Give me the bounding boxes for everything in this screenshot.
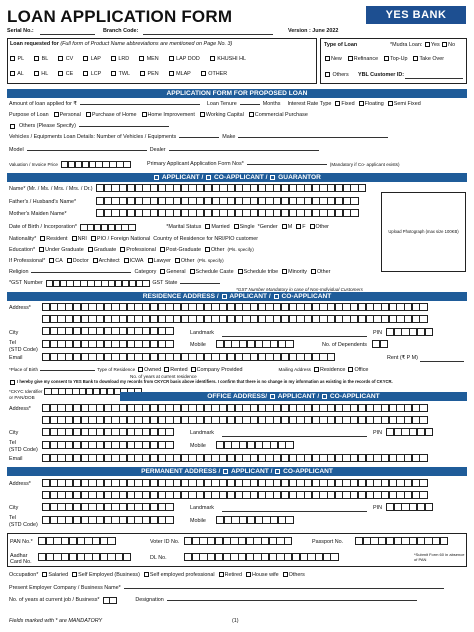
mailing-option[interactable]: Residence (313, 367, 345, 373)
product-option[interactable]: CV (57, 56, 73, 62)
loan-type-label: Type of Loan (324, 42, 358, 48)
residence-type-row: *Place of Birth Type of Residence Owned Rented Company Provided Mailing Address Residence Office (9, 367, 369, 373)
professional-option[interactable]: Architect (92, 258, 120, 264)
employer-row: Present Employer Company / Business Name* (9, 585, 444, 591)
mudra-no[interactable] (442, 42, 447, 47)
res-landmark-label: Landmark (190, 330, 214, 336)
product-option[interactable]: KHUSHI HL (209, 56, 246, 62)
perm-pin-label: PIN (373, 505, 382, 511)
loan-request-label: Loan requested for (Full form of Product Name abbreviations are mentioned on Page No. 3) (10, 41, 233, 47)
products-row-2 (9, 71, 227, 77)
loan-amount-field[interactable] (80, 104, 200, 105)
res-co-applicant-check[interactable] (274, 294, 279, 299)
page-number: (1) (232, 618, 239, 624)
product-option[interactable]: MEN (138, 56, 158, 62)
name-boxes[interactable] (96, 184, 366, 192)
pan-boxes[interactable] (38, 537, 115, 545)
photo-upload-box[interactable] (381, 192, 466, 272)
loan-type-options (324, 56, 444, 62)
purpose-option[interactable]: Home Improvement (141, 112, 195, 118)
product-option[interactable]: MLAP (168, 71, 191, 77)
off-co-applicant-check[interactable] (322, 394, 327, 399)
loan-type-option[interactable]: Take Over (412, 56, 444, 62)
form-title: LOAN APPLICATION FORM (7, 7, 233, 26)
logo-text: YES BANK (385, 8, 447, 21)
product-option[interactable]: BL (33, 56, 48, 62)
co-applicant-check[interactable] (206, 175, 211, 180)
education-option[interactable]: Other (204, 247, 224, 253)
off-landmark-label: Landmark (190, 430, 214, 436)
gender-option[interactable]: F (295, 224, 305, 230)
res-landmark-field[interactable] (222, 336, 367, 337)
office-bar: OFFICE ADDRESS/ APPLICANT / CO-APPLICANT (120, 392, 467, 401)
voter-boxes[interactable] (184, 537, 292, 545)
years-job-boxes[interactable] (103, 597, 117, 604)
perm-address-line-2[interactable] (42, 491, 427, 499)
res-tel-boxes[interactable] (42, 340, 173, 348)
res-address-line-2[interactable] (42, 315, 427, 323)
education-option[interactable]: Graduate (87, 247, 116, 253)
professional-option[interactable]: Lawyer (147, 258, 171, 264)
occupation-option[interactable]: Retired (218, 572, 242, 578)
res-email-label: Email (9, 355, 23, 361)
res-email-boxes[interactable] (42, 353, 335, 361)
res-pin-boxes[interactable] (386, 328, 432, 336)
res-pin-label: PIN (373, 330, 382, 336)
vehicles-row: Vehicles / Equipments Loan Details: Number of Vehicles / Equipments Make (9, 134, 388, 140)
gender-option[interactable]: M (281, 224, 293, 230)
aadhar-label: Aadhar Card No. (10, 553, 32, 566)
off-email-boxes[interactable] (42, 454, 427, 462)
valuation-boxes[interactable] (61, 161, 130, 168)
off-city-boxes[interactable] (42, 428, 173, 436)
father-label: Father's / Husband's Name* (9, 199, 77, 205)
aadhar-boxes[interactable] (38, 553, 130, 561)
rate-option[interactable]: Floating (358, 101, 384, 107)
ckyc-consent-row[interactable]: I hereby give my consent to YES Bank to download my records from CKYCR basis above identifiers. I confirm that there is no change in my information as existing in the records of CKYCR. (9, 380, 393, 385)
dl-label: DL No. (150, 555, 167, 561)
res-applicant-check[interactable] (222, 294, 227, 299)
occupation-row: Occupation* Salaried Self Employed (Business) Self employed professional Retired House wife Others (9, 572, 305, 578)
model-row: Model Dealer (9, 147, 319, 153)
dependents-label: No. of Dependents (322, 342, 367, 348)
gender-option[interactable]: Other (309, 224, 329, 230)
professional-option[interactable]: CA (48, 258, 63, 264)
professional-option[interactable]: Doctor (66, 258, 89, 264)
perm-applicant-check[interactable] (223, 469, 228, 474)
category-option[interactable]: General (159, 269, 185, 275)
gst-note: *GST Number Mandatory in case of Non-Individual Customers (236, 287, 363, 292)
loan-type-option[interactable]: Top-Up (383, 56, 407, 62)
perm-tel-label: Tel (9, 515, 16, 521)
res-mobile-label: Mobile (190, 342, 206, 348)
occupation-option[interactable]: Others (282, 572, 305, 578)
product-option[interactable]: CE (57, 71, 73, 77)
res-city-boxes[interactable] (42, 327, 173, 335)
employer-field[interactable] (124, 588, 444, 589)
res-address-label: Address* (9, 305, 31, 311)
rate-option[interactable]: Semi Fixed (387, 101, 421, 107)
res-type-option[interactable]: Rented (163, 367, 187, 373)
marital-option[interactable]: Married (204, 224, 229, 230)
perm-address-line-1[interactable] (42, 479, 427, 487)
birth-place-field[interactable] (40, 370, 95, 371)
category-option[interactable]: Schedule tribe (237, 269, 278, 275)
loan-type-option[interactable]: New (324, 56, 342, 62)
name-label: Name* (Mr. / Ms. / Mrs. / Mrs. / Dr.) (9, 186, 93, 192)
loan-type-others[interactable]: Others (324, 72, 349, 78)
dl-boxes[interactable] (184, 553, 338, 561)
off-tel-label: Tel (9, 440, 16, 446)
mailing-option[interactable]: Office (347, 367, 368, 373)
occupation-option[interactable]: Salaried (41, 572, 68, 578)
off-email-label: Email (9, 456, 23, 462)
pan-label: PAN No.* (10, 539, 33, 545)
product-option[interactable]: LAP DOD (168, 56, 200, 62)
applicant-bar: APPLICANT / CO-APPLICANT / GUARANTOR (7, 173, 467, 182)
loan-amount-row: Amount of loan applied for ₹ Loan Tenure Months Interest Rate Type Fixed Floating Semi Fixed (9, 101, 421, 107)
gst-state-field[interactable] (180, 283, 220, 284)
serial-field[interactable] (40, 34, 95, 35)
rent-field[interactable] (420, 361, 464, 362)
off-mobile-boxes[interactable] (216, 441, 293, 449)
product-option[interactable]: LRD (110, 56, 129, 62)
purpose-option[interactable]: Purchase of Home (85, 112, 137, 118)
products-row-1 (9, 56, 246, 62)
product-option[interactable]: TWL (110, 71, 130, 77)
dob-row: Date of Birth / Incorporation* *Marital Status Married Single *Gender M F Other (9, 224, 329, 231)
purpose-option[interactable]: Personal (53, 112, 81, 118)
loan-type-option[interactable]: Refinance (347, 56, 378, 62)
category-option[interactable]: Minority (281, 269, 307, 275)
years-residence-label: No. of years at current residence (130, 374, 197, 379)
purpose-row: Purpose of Loan Personal Purchase of Home Home Improvement Working Capital Commercial Purchase (9, 112, 308, 118)
mudra-yes[interactable] (425, 42, 430, 47)
category-option[interactable]: Other (310, 269, 330, 275)
nationality-row: Nationality* Resident NRI PIO / Foreign National Country of Residence for NRI/PIO customer (9, 236, 259, 242)
vehicles-field[interactable] (179, 137, 219, 138)
valuation-row: Valuation / Invoice Price Primary Applicant Application Form Nos* (Mandatory if Co- applicant exists) (9, 161, 400, 168)
off-address-label: Address* (9, 406, 31, 412)
perm-city-label: City (9, 505, 19, 511)
branch-label: Branch Code: (103, 28, 139, 34)
voter-label: Voter ID No. (150, 539, 180, 545)
guarantor-check[interactable] (270, 175, 275, 180)
education-row: Education* Under Graduate Graduate Professional Post-Graduate Other (Pls. specify) (9, 247, 254, 253)
branch-field[interactable] (143, 34, 273, 35)
product-option[interactable]: HL (33, 71, 48, 77)
applicant-check[interactable] (154, 175, 159, 180)
perm-std-label: (STD Code) (9, 522, 38, 528)
off-std-label: (STD Code) (9, 447, 38, 453)
religion-field[interactable] (31, 272, 131, 273)
off-address-line-1[interactable] (42, 404, 427, 412)
form60-note: *Submit Form 60 in absence of PAN (414, 552, 465, 562)
product-option[interactable]: LCP (82, 71, 101, 77)
years-job-row: No. of years at current job / Business* Designation (9, 597, 417, 604)
tenure-field[interactable] (240, 104, 260, 105)
permanent-bar: PERMANENT ADDRESS / APPLICANT / CO-APPLICANT (7, 467, 467, 476)
product-option[interactable]: PL (9, 56, 24, 62)
perm-tel-boxes[interactable] (42, 516, 173, 524)
occupation-option[interactable]: Self employed professional (143, 572, 215, 578)
gst-row: *GST Number GST State (9, 280, 220, 287)
designation-field[interactable] (167, 600, 417, 601)
off-pin-label: PIN (373, 430, 382, 436)
passport-boxes[interactable] (355, 537, 447, 545)
category-option[interactable]: Schedule Caste (189, 269, 234, 275)
perm-mobile-boxes[interactable] (216, 516, 293, 524)
yes-bank-logo (366, 6, 466, 24)
perm-city-boxes[interactable] (42, 503, 173, 511)
dob-boxes[interactable] (80, 224, 135, 231)
photo-label: Upload Photograph (max size 100KB) (388, 228, 459, 234)
perm-landmark-field[interactable] (222, 511, 367, 512)
ckyc-row: *CKYC Identifier (9, 388, 141, 395)
professional-option[interactable]: ICWA (123, 258, 144, 264)
serial-label: Serial No.: (7, 28, 34, 34)
perm-pin-boxes[interactable] (386, 503, 432, 511)
mother-boxes[interactable] (96, 209, 358, 217)
father-boxes[interactable] (96, 197, 358, 205)
nationality-option[interactable]: NRI (71, 236, 87, 242)
perm-co-applicant-check[interactable] (275, 469, 280, 474)
res-type-option[interactable]: Owned (137, 367, 161, 373)
professional-row: If Professional* CA Doctor Architect ICWA Lawyer Other (Pls. specify) (9, 258, 224, 264)
mudra-loan: *Mudra Loan: Yes No (390, 42, 456, 48)
off-mobile-label: Mobile (190, 443, 206, 449)
off-applicant-check[interactable] (270, 394, 275, 399)
nationality-option[interactable]: PIO / Foreign National (90, 236, 150, 242)
perm-mobile-label: Mobile (190, 518, 206, 524)
product-option[interactable]: OTHER (200, 71, 227, 77)
perm-landmark-label: Landmark (190, 505, 214, 511)
off-city-label: City (9, 430, 19, 436)
res-std-label: (STD Code) (9, 347, 38, 353)
primary-nos-field[interactable] (247, 164, 327, 165)
mandatory-note: Fields marked with * are MANDATORY (9, 618, 103, 624)
professional-option[interactable]: Other (174, 258, 194, 264)
education-option[interactable]: Under Graduate (38, 247, 84, 253)
education-option[interactable]: Post-Graduate (159, 247, 201, 253)
residence-bar: RESIDENCE ADDRESS / APPLICANT / CO-APPLICANT (7, 292, 467, 301)
perm-address-label: Address* (9, 481, 31, 487)
passport-label: Passport No. (312, 539, 344, 545)
education-option[interactable]: Professional (119, 247, 156, 253)
product-option[interactable]: PEN (139, 71, 159, 77)
off-tel-boxes[interactable] (42, 441, 173, 449)
dependents-boxes[interactable] (372, 340, 387, 348)
religion-row: Religion Category General Schedule Caste Schedule tribe Minority Other (9, 269, 331, 275)
customer-id-label: YBL Customer ID: (358, 72, 405, 78)
version-label: Version : June 2022 (288, 28, 339, 34)
product-option[interactable]: AL (9, 71, 24, 77)
rate-option[interactable]: Fixed (334, 101, 354, 107)
res-tel-label: Tel (9, 340, 16, 346)
customer-id-field[interactable] (405, 78, 463, 79)
res-city-label: City (9, 330, 19, 336)
mother-label: Mother's Maiden Name* (9, 211, 67, 217)
res-address-line-1[interactable] (42, 303, 427, 311)
pan-dob-label: or PAN/DOB (9, 395, 35, 400)
off-address-line-2[interactable] (42, 416, 427, 424)
marital-option[interactable]: Single (233, 224, 255, 230)
occupation-option[interactable]: Self Employed (Business) (71, 572, 140, 578)
nationality-option[interactable]: Resident (39, 236, 67, 242)
model-field[interactable] (27, 150, 147, 151)
occupation-option[interactable]: House wife (245, 572, 279, 578)
off-pin-boxes[interactable] (386, 428, 432, 436)
product-option[interactable]: LAP (82, 56, 101, 62)
off-landmark-field[interactable] (222, 436, 367, 437)
proposed-loan-bar: APPLICATION FORM FOR PROPOSED LOAN (7, 89, 467, 98)
rent-label: Rent (₹ P M) (387, 355, 418, 361)
purpose-other-row[interactable]: Others (Please Specify) (9, 123, 169, 129)
purpose-option[interactable]: Working Capital (199, 112, 244, 118)
gst-boxes[interactable] (46, 280, 150, 287)
make-field[interactable] (238, 137, 388, 138)
dealer-field[interactable] (169, 150, 319, 151)
purpose-option[interactable]: Commercial Purchase (248, 112, 308, 118)
res-mobile-boxes[interactable] (216, 340, 293, 348)
res-type-option[interactable]: Company Provided (190, 367, 243, 373)
